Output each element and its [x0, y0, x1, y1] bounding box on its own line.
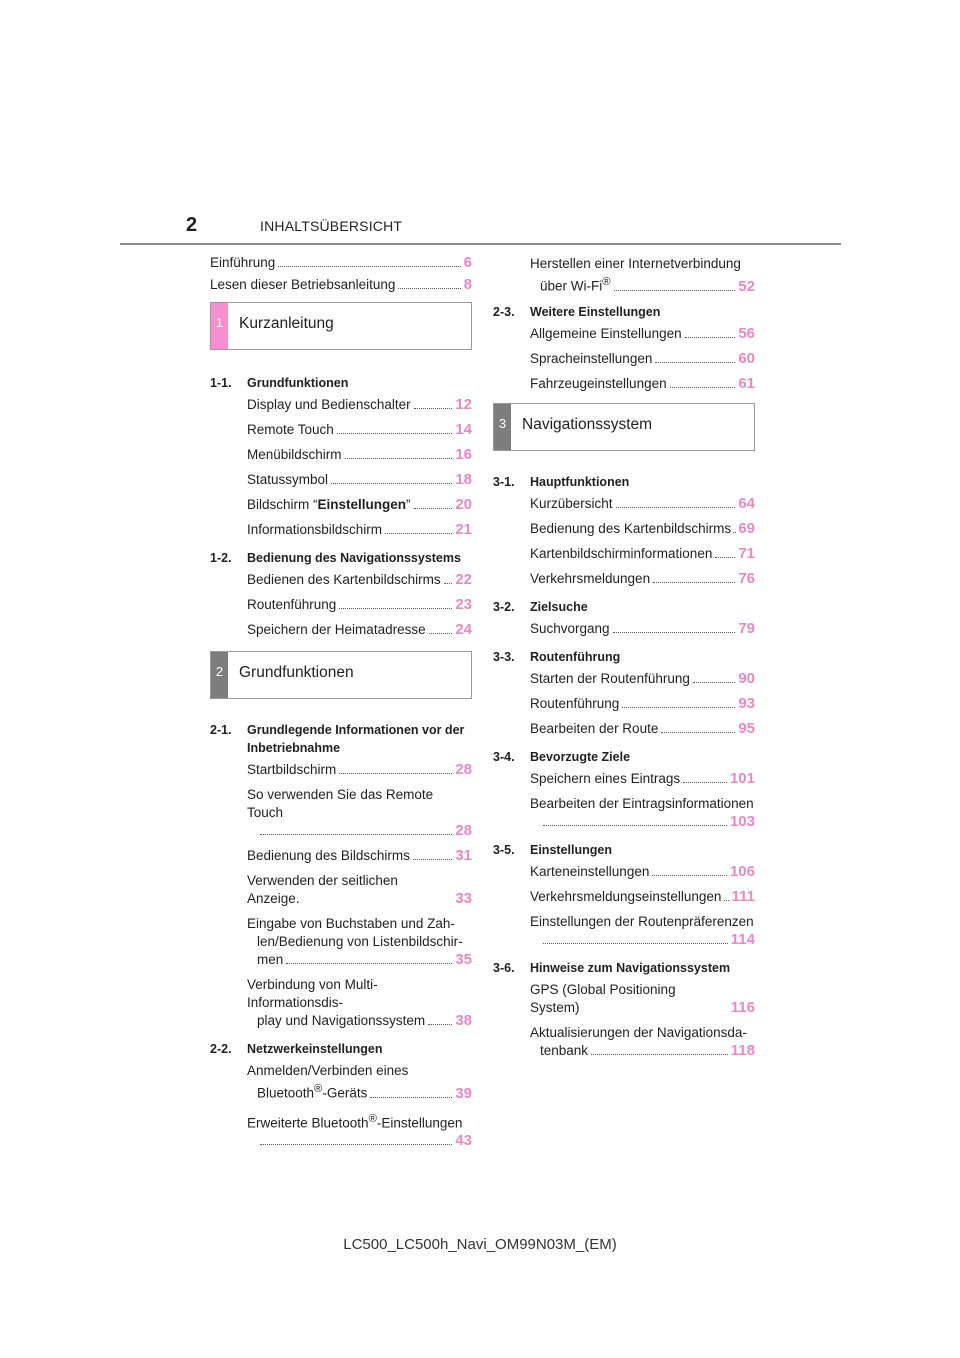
- toc-entry[interactable]: [530, 1024, 755, 1060]
- toc-entry-label: Spracheinstellungen: [530, 350, 653, 366]
- subsection-1-2: [210, 549, 472, 639]
- leader-dots: [260, 834, 452, 835]
- toc-entry[interactable]: [247, 596, 472, 614]
- leader-dots: [653, 582, 735, 583]
- toc-entry[interactable]: [530, 913, 755, 949]
- section-header-kurzanleitung[interactable]: [210, 302, 472, 350]
- leader-dots: [414, 408, 453, 409]
- subsection-title: Hinweise zum Navigationssystem: [530, 960, 731, 975]
- toc-entry-label-line-1: Aktualisierungen der Navigationsda-: [530, 1024, 747, 1040]
- toc-page-number: 93: [738, 694, 755, 712]
- subsection-number: 3-4.: [493, 749, 515, 764]
- leader-dots: [413, 859, 452, 860]
- section-title: Grundfunktionen: [239, 664, 354, 681]
- leader-dots: [429, 633, 453, 634]
- toc-entry-label: Menübildschirm: [247, 447, 342, 462]
- toc-page-number: 33: [455, 890, 472, 907]
- toc-page-number: 69: [738, 519, 755, 537]
- toc-page-number: 35: [455, 951, 472, 968]
- subsection-heading: [493, 598, 755, 616]
- leader-dots: [685, 337, 736, 338]
- label-suffix: ”: [406, 497, 411, 512]
- leader-dots: [543, 825, 727, 826]
- toc-page-number: 22: [455, 571, 472, 588]
- toc-entry[interactable]: [247, 496, 472, 514]
- toc-entry[interactable]: [247, 471, 472, 489]
- toc-entry-label: Allgemeine Einstellungen: [530, 325, 682, 341]
- toc-page-number: 118: [730, 1041, 755, 1059]
- leader-dots: [613, 632, 736, 633]
- subsection-heading: [210, 721, 472, 757]
- toc-entry[interactable]: [247, 621, 472, 639]
- toc-entry-label: So verwenden Sie das Remote Touch: [247, 787, 434, 820]
- leader-dots: [286, 963, 452, 964]
- label-part: -Geräts: [322, 1085, 368, 1101]
- subsection-number: 3-2.: [493, 599, 515, 614]
- toc-entry-leader-row: [247, 1132, 472, 1150]
- subsection-heading: [210, 1040, 472, 1058]
- registered-mark: ®: [602, 276, 611, 288]
- leader-dots: [652, 875, 727, 876]
- toc-entry[interactable]: [247, 421, 472, 439]
- toc-entry-label: Bedienung des Bildschirms: [247, 848, 410, 863]
- label-part: über Wi-Fi: [540, 278, 603, 294]
- toc-entry[interactable]: [530, 495, 755, 513]
- toc-entry[interactable]: [247, 761, 472, 779]
- subsection-title: Netzwerkeinstellungen: [247, 1042, 383, 1056]
- subsection-number: 2-3.: [493, 304, 515, 319]
- toc-entry-label: Remote Touch: [247, 422, 334, 437]
- leader-dots: [661, 732, 735, 733]
- leader-dots: [444, 583, 453, 584]
- toc-entry-label: Statussymbol: [247, 472, 329, 487]
- toc-entry-leader-row: [530, 273, 755, 296]
- subsection-title: Bevorzugte Ziele: [530, 749, 631, 764]
- toc-page-number: 21: [455, 521, 472, 538]
- toc-entry[interactable]: [530, 570, 755, 588]
- toc-entry-leader-row: [530, 813, 755, 831]
- title-line-1: Grundlegende Informationen vor der: [247, 723, 465, 737]
- toc-entry-label: Suchvorgang: [530, 620, 610, 636]
- toc-entry-label: Informationsbildschirm: [247, 522, 383, 537]
- toc-entry-label: Einführung: [210, 255, 276, 270]
- leader-dots: [543, 943, 728, 944]
- toc-entry-label-line-2: len/Bedienung von Listenbildschir-: [257, 934, 463, 949]
- toc-page-number: 12: [455, 396, 472, 413]
- toc-entry-label: Startbildschirm: [247, 762, 337, 777]
- leader-dots: [591, 1054, 728, 1055]
- leader-dots: [278, 266, 460, 267]
- toc-entry-label-line-3: men: [257, 952, 284, 967]
- toc-page-number: 43: [455, 1132, 472, 1149]
- toc-entry[interactable]: [247, 1062, 472, 1103]
- toc-entry-label-line-1: [247, 1110, 472, 1133]
- toc-page-number: 6: [463, 254, 472, 271]
- toc-entry-label: [247, 496, 411, 514]
- leader-dots: [670, 387, 736, 388]
- toc-entry-leader-row: [247, 1012, 472, 1030]
- toc-entry[interactable]: [247, 915, 472, 969]
- leader-dots: [260, 1144, 452, 1145]
- toc-entry[interactable]: [530, 888, 755, 906]
- toc-entry-label: Verwenden der seitlichen Anzeige.: [247, 873, 398, 906]
- toc-entry-label: Bearbeiten der Eintragsinformationen: [530, 795, 754, 811]
- subsection-heading: [210, 549, 472, 567]
- subsection-title: [247, 721, 472, 757]
- label-part: Bluetooth: [257, 1085, 315, 1101]
- toc-entry[interactable]: [247, 571, 472, 589]
- leader-dots: [683, 782, 727, 783]
- toc-page-number: 24: [455, 621, 472, 638]
- toc-entry-label: Bedienung des Kartenbildschirms: [530, 520, 732, 536]
- toc-entry[interactable]: [247, 521, 472, 539]
- subsection-title: Hauptfunktionen: [530, 474, 630, 489]
- toc-entry[interactable]: [530, 863, 755, 881]
- toc-entry-label-line-2: [540, 273, 611, 296]
- toc-entry-label: Kartenbildschirminformationen: [530, 545, 713, 561]
- toc-entry[interactable]: [247, 872, 472, 908]
- toc-entry-label: Einstellungen der Routenpräferenzen: [530, 913, 754, 929]
- toc-entry-label: Lesen dieser Betriebsanleitung: [210, 277, 396, 292]
- subsection-number: 1-1.: [210, 376, 232, 390]
- subsection-number: 3-3.: [493, 649, 515, 664]
- toc-page-number: 79: [738, 619, 755, 637]
- toc-entry-label: Starten der Routenführung: [530, 670, 690, 686]
- subsection-heading: [493, 303, 755, 321]
- subsection-number: 3-6.: [493, 960, 515, 975]
- section-header-grundfunktionen[interactable]: [210, 651, 472, 699]
- manual-code: LC500_LC500h_Navi_OM99N03M_(EM): [343, 1236, 617, 1253]
- subsection-number: 3-1.: [493, 474, 515, 489]
- toc-entry-label: Speichern eines Eintrags: [530, 770, 681, 786]
- leader-dots: [724, 900, 728, 901]
- toc-entry-lesen[interactable]: [210, 272, 472, 294]
- label-bold: Einstellungen: [317, 497, 407, 512]
- page-footer: [0, 1236, 960, 1253]
- toc-entry[interactable]: [530, 670, 755, 688]
- toc-entry-label-line-2: [257, 1080, 367, 1103]
- toc-entry-label: Verkehrsmeldungseinstellungen: [530, 888, 722, 904]
- subsection-2-1: [210, 721, 472, 1030]
- leader-dots: [339, 773, 452, 774]
- subsection-heading: [493, 473, 755, 491]
- toc-entry-leader-row: [530, 931, 755, 949]
- title-line-2: Inbetriebnahme: [247, 741, 341, 755]
- toc-entry-leader-row: [247, 822, 472, 840]
- leader-dots: [622, 707, 735, 708]
- label-part: -Einstellungen: [376, 1115, 463, 1130]
- toc-page-number: 39: [455, 1084, 472, 1102]
- toc-entry-label: Bearbeiten der Route: [530, 720, 659, 736]
- toc-page-number: 28: [455, 822, 472, 839]
- subsection-3-5: [493, 841, 755, 949]
- toc-page-number: 71: [738, 544, 755, 562]
- toc-entry[interactable]: [247, 396, 472, 414]
- label-part: Erweiterte Bluetooth: [247, 1115, 369, 1130]
- toc-entry[interactable]: [530, 325, 755, 343]
- toc-page-number: 103: [729, 812, 755, 830]
- subsection-2-2: [210, 1040, 472, 1150]
- toc-page-number: 111: [731, 887, 755, 905]
- section-number-tab: 3: [494, 404, 511, 450]
- leader-dots: [337, 433, 453, 434]
- toc-entry-label-line-1: Herstellen einer Internetverbindung: [530, 256, 741, 271]
- subsection-3-1: [493, 473, 755, 588]
- subsection-heading: [493, 959, 755, 977]
- subsection-title: Routenführung: [530, 649, 621, 664]
- toc-page-number: 16: [455, 446, 472, 463]
- section-title: Navigationssystem: [522, 415, 653, 433]
- leader-dots: [733, 532, 736, 533]
- section-title: Kurzanleitung: [239, 315, 334, 332]
- leader-dots: [370, 1097, 452, 1098]
- subsection-heading: [210, 374, 472, 392]
- toc-entry-label: Karteneinstellungen: [530, 863, 650, 879]
- toc-entry[interactable]: [530, 545, 755, 563]
- page-number: 2: [186, 214, 198, 236]
- subsection-title: Zielsuche: [530, 599, 588, 614]
- subsection-title: Bedienung des Navigationssystems: [247, 551, 461, 565]
- leader-dots: [331, 483, 452, 484]
- toc-page-number: 116: [730, 998, 755, 1016]
- toc-entry-label: Display und Bedienschalter: [247, 397, 411, 412]
- toc-page-number: 106: [729, 862, 755, 880]
- toc-entry[interactable]: [530, 695, 755, 713]
- subsection-3-6: [493, 959, 755, 1060]
- leader-dots: [339, 608, 452, 609]
- leader-dots: [398, 288, 460, 289]
- leader-dots: [715, 557, 735, 558]
- toc-page-number: 64: [738, 494, 755, 512]
- toc-entry[interactable]: [530, 255, 755, 296]
- toc-entry-einfuehrung[interactable]: [210, 250, 472, 272]
- toc-page-number: 31: [455, 847, 472, 864]
- subsection-title: Einstellungen: [530, 842, 612, 857]
- leader-dots: [614, 290, 736, 291]
- toc-entry-label-line-1: Verbindung von Multi-Informationsdis-: [247, 977, 378, 1010]
- section-number-tab: 1: [211, 303, 228, 349]
- toc-entry-label: Kurzübersicht: [530, 495, 613, 511]
- toc-entry-label-line-2: tenbank: [540, 1042, 589, 1058]
- leader-dots: [616, 507, 736, 508]
- toc-page-number: 61: [738, 374, 755, 392]
- toc-entry-leader-row: [247, 951, 472, 969]
- toc-entry[interactable]: [530, 795, 755, 831]
- toc-entry[interactable]: [247, 1110, 472, 1151]
- leader-dots: [345, 458, 453, 459]
- toc-page-number: 28: [455, 761, 472, 778]
- toc-page-number: 23: [455, 596, 472, 613]
- subsection-heading: [493, 748, 755, 766]
- subsection-heading: [493, 841, 755, 859]
- toc-page-number: 95: [738, 719, 755, 737]
- toc-page-number: 90: [738, 669, 755, 687]
- toc-entry-label: Speichern der Heimatadresse: [247, 622, 426, 637]
- toc-page-number: 20: [455, 496, 472, 513]
- toc-entry[interactable]: [530, 981, 755, 1017]
- leader-dots: [655, 362, 735, 363]
- toc-right-column: [493, 250, 755, 1070]
- toc-page-number: 101: [729, 769, 755, 787]
- toc-page-number: 56: [738, 324, 755, 342]
- toc-page-number: 14: [455, 421, 472, 438]
- toc-entry-label: Routenführung: [247, 597, 337, 612]
- toc-page-number: 76: [738, 569, 755, 587]
- section-header-navigationssystem[interactable]: [493, 403, 755, 451]
- toc-left-column: [210, 250, 472, 1160]
- toc-page-number: 18: [455, 471, 472, 488]
- subsection-title: Weitere Einstellungen: [530, 304, 661, 319]
- subsection-1-1: [210, 374, 472, 539]
- toc-entry-label: Routenführung: [530, 695, 620, 711]
- label-prefix: Bildschirm “: [247, 497, 318, 512]
- toc-entry-label-line-1: Eingabe von Buchstaben und Zah-: [247, 916, 455, 931]
- toc-entry[interactable]: [247, 446, 472, 464]
- subsection-number: 2-1.: [210, 723, 232, 737]
- toc-entry-label-line-1: Anmelden/Verbinden eines: [247, 1063, 409, 1078]
- toc-page-number: 60: [738, 349, 755, 367]
- subsection-number: 2-2.: [210, 1042, 232, 1056]
- leader-dots: [428, 1024, 452, 1025]
- header-divider: [120, 243, 841, 245]
- leader-dots: [385, 533, 452, 534]
- toc-entry-leader-row: [530, 1042, 755, 1060]
- subsection-heading: [493, 648, 755, 666]
- subsection-number: 3-5.: [493, 842, 515, 857]
- subsection-3-4: [493, 748, 755, 831]
- toc-entry[interactable]: [247, 976, 472, 1030]
- toc-page-number: 38: [455, 1012, 472, 1029]
- toc-entry[interactable]: [530, 720, 755, 738]
- header-title: INHALTSÜBERSICHT: [260, 218, 403, 234]
- subsection-title: Grundfunktionen: [247, 376, 349, 390]
- toc-entry-leader-row: [247, 1080, 472, 1103]
- toc-entry[interactable]: [247, 847, 472, 865]
- toc-page-number: 52: [738, 277, 755, 295]
- registered-mark: ®: [368, 1112, 377, 1125]
- subsection-3-3: [493, 648, 755, 738]
- registered-mark: ®: [314, 1083, 323, 1095]
- toc-entry-label: GPS (Global Positioning System): [530, 981, 676, 1015]
- toc-entry-label: Fahrzeugeinstellungen: [530, 375, 667, 391]
- subsection-number: 1-2.: [210, 551, 232, 565]
- toc-entry-label: Verkehrsmeldungen: [530, 570, 651, 586]
- toc-entry[interactable]: [530, 375, 755, 393]
- section-number-tab: 2: [211, 652, 228, 698]
- leader-dots: [414, 508, 453, 509]
- toc-entry[interactable]: [530, 350, 755, 368]
- toc-page-number: 8: [463, 276, 472, 293]
- toc-entry[interactable]: [530, 620, 755, 638]
- toc-entry[interactable]: [530, 520, 755, 538]
- toc-entry[interactable]: [530, 770, 755, 788]
- subsection-3-2: [493, 598, 755, 638]
- page-header: [0, 0, 960, 246]
- leader-dots: [693, 682, 735, 683]
- toc-entry[interactable]: [247, 786, 472, 840]
- toc-page-number: 114: [730, 930, 755, 948]
- toc-entry-label-line-2: play und Navigationssystem: [257, 1013, 426, 1028]
- toc-entry-label: Bedienen des Kartenbildschirms: [247, 572, 441, 587]
- subsection-2-3: [493, 303, 755, 393]
